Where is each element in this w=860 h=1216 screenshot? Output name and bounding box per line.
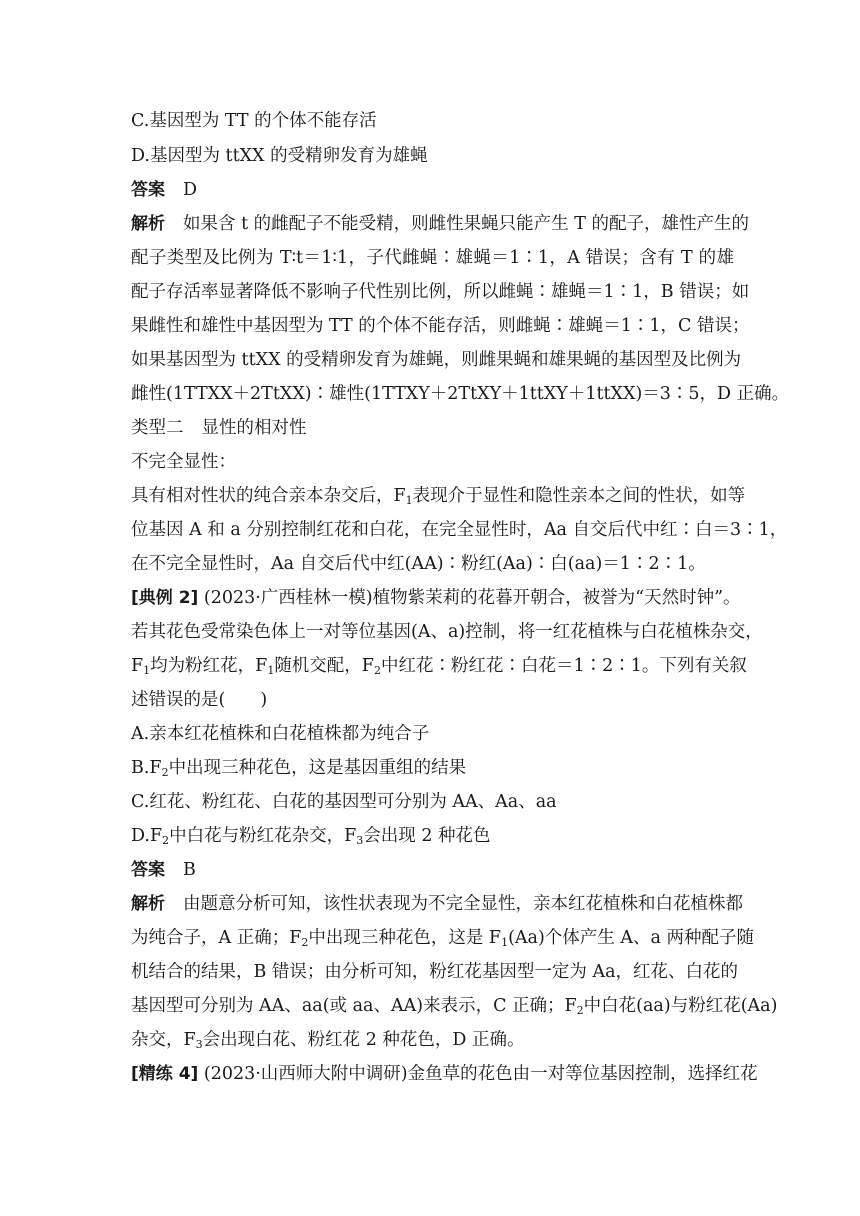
answer-label: 答案 (131, 180, 165, 200)
analysis-label: 解析 (131, 894, 165, 914)
analysis-line: 机结合的结果，B 错误；由分析可知，粉红花基因型一定为 Aa，红花、白花的 (131, 962, 739, 982)
practice-tag: [精练 4] (131, 1064, 199, 1084)
analysis-line: 果雌性和雄性中基因型为 TT 的个体不能存活，则雌蝇∶雄蝇＝1∶1，C 错误； (131, 316, 750, 336)
example-line: $F_1$均为粉红花，$F_1$随机交配，$F_2$中红花∶粉红花∶白花＝1∶2∶1。下列有关叙 (131, 656, 747, 677)
subheading: 不完全显性： (131, 452, 236, 472)
option-c-line: C.红花、粉红花、白花的基因型可分别为 AA、Aa、aa (131, 792, 557, 812)
definition-line: 在不完全显性时，Aa 自交后代中红(AA)∶粉红(Aa)∶白(aa)＝1∶2∶1。 (131, 554, 706, 574)
option-d-line: D.基因型为 ttXX 的受精卵发育为雄蝇 (131, 146, 428, 166)
example-tag: [典例 2] (131, 588, 199, 608)
example-line: [典例 2] (2023·广西桂林一模)植物紫茉莉的花暮开朝合，被誉为“天然时钟”。 (131, 588, 741, 608)
example-source: (2023·广西桂林一模) (203, 588, 373, 608)
definition-line: 位基因 A 和 a 分别控制红花和白花，在完全显性时，Aa 自交后代中红∶白＝3∶1， (131, 520, 788, 540)
option-a-line: A.亲本红花植株和白花植株都为纯合子 (131, 724, 430, 744)
example-line: 述错误的是( ) (131, 690, 268, 710)
analysis-label: 解析 (131, 214, 165, 234)
analysis-line: 配子类型及比例为 T∶t＝1∶1，子代雌蝇∶雄蝇＝1∶1，A 错误；含有 T 的雄 (131, 248, 734, 268)
option-b-line: $B.F_2$中出现三种花色，这是基因重组的结果 (131, 758, 467, 779)
answer-value: B (183, 860, 196, 880)
option-c-line: C.基因型为 TT 的个体不能存活 (131, 111, 377, 131)
answer-line-1 (131, 178, 734, 202)
answer-line-2 (131, 858, 734, 882)
option-d-line: $D.F_2$中白花与粉红花杂交，$F_3$会出现 2 种花色 (131, 826, 491, 847)
section-heading: 类型二 显性的相对性 (131, 418, 307, 438)
analysis-line: 基因型可分别为 AA、aa(或 aa、AA)来表示，C 正确；$F_2$中白花(aa)与粉红花(Aa) (131, 996, 778, 1017)
analysis-line: 为纯合子，A 正确；$F_2$中出现三种花色，这是 $F_1(Aa)$个体产生 A、a 两种配子随 (131, 928, 754, 949)
practice-source: (2023·山西师大附中调研) (203, 1064, 408, 1084)
analysis-line: 如果基因型为 ttXX 的受精卵发育为雄蝇，则雌果蝇和雄果蝇的基因型及比例为 (131, 350, 742, 370)
analysis-line: 配子存活率显著降低不影响子代性别比例，所以雌蝇∶雄蝇＝1∶1，B 错误；如 (131, 282, 750, 302)
practice-line: [精练 4] (2023·山西师大附中调研)金鱼草的花色由一对等位基因控制，选择红花 (131, 1064, 758, 1084)
analysis-line: 杂交，$F_3$会出现白花、粉红花 2 种花色，D 正确。 (131, 1030, 525, 1051)
answer-value: D (183, 180, 198, 200)
example-line: 若其花色受常染色体上一对等位基因(A、a)控制，将一红花植株与白花植株杂交， (131, 622, 763, 642)
analysis-line: 雌性(1TTXX＋2TtXX)∶雄性(1TTXY＋2TtXY＋1ttXY＋1ttXX)＝3∶5，D 正确。 (131, 384, 790, 404)
definition-line: 具有相对性状的纯合亲本杂交后，$F_1$表现介于显性和隐性亲本之间的性状，如等 (131, 486, 746, 507)
analysis-line: 解析 由题意分析可知，该性状表现为不完全显性，亲本红花植株和白花植株都 (131, 894, 743, 914)
analysis-line: 解析 如果含 t 的雌配子不能受精，则雌性果蝇只能产生 T 的配子，雄性产生的 (131, 214, 749, 234)
answer-label: 答案 (131, 860, 165, 880)
